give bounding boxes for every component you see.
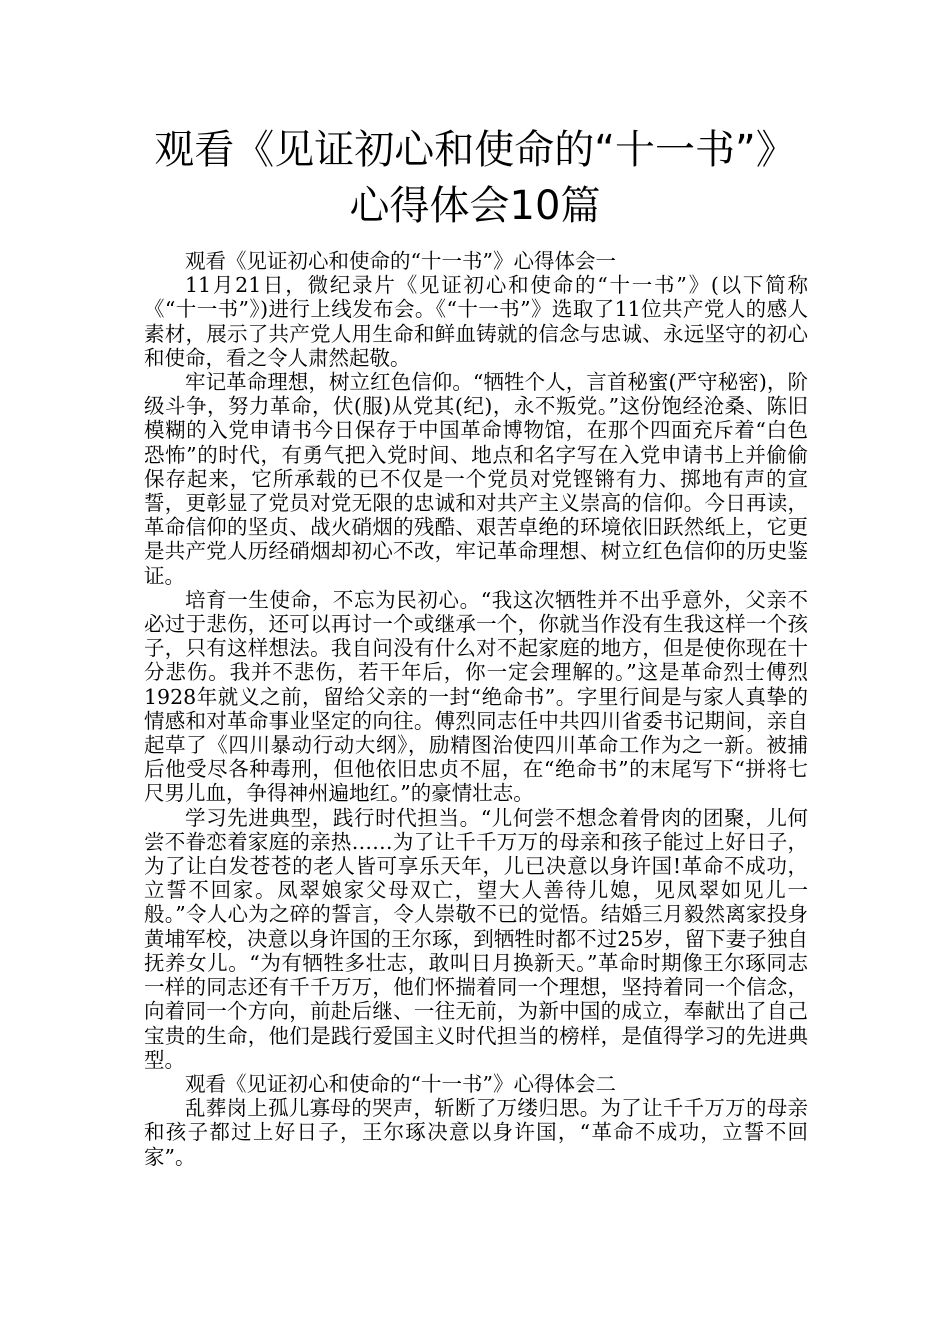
paragraph-lifelong-mission: 培育一生使命，不忘为民初心。“我这次牺牲并不出乎意外，父亲不必过于悲伤，还可以再讨一个或继承一个，你就当作没有生我这样一个孩子，只有这样想法。我自问没有什么对不起家庭的地方，但是使你现在十分悲伤。我并不悲伤，若干年后，你一定会理解的。”这是革命烈士傅烈1928年就义之前，留给父亲的一封“绝命书”。字里行间是与家人真挚的情感和对革命事业坚定的向往。傅烈同志任中共四川省委书记期间，亲自起草了《四川暴动行动大纲》，励精图治使四川革命工作为之一新。被捕后他受尽各种毒刑，但他依旧忠贞不屈，在“绝命书”的末尾写下“拼将七尺男儿血，争得神州遍地红。”的豪情壮志。: [144, 587, 808, 806]
paragraph-advanced-models: 学习先进典型，践行时代担当。“儿何尝不想念着骨肉的团聚，儿何尝不眷恋着家庭的亲热……为了让千千万万的母亲和孩子能过上好日子，为了让白发苍苍的老人皆可享乐天年，儿已决意以身许国!革命不成功，立誓不回家。凤翠娘家父母双亡，望大人善待儿媳，见凤翠如见儿一般。”令人心为之碎的誓言，令人崇敬不已的觉悟。结婚三月毅然离家投身黄埔军校，决意以身许国的王尔琢，到牺牲时都不过25岁，留下妻子独自抚养女儿。“为有牺牲多壮志，敢叫日月换新天。”革命时期像王尔琢同志一样的同志还有千千万万，他们怀揣着同一个理想，坚持着同一个信念，向着同一个方向，前赴后继、一往无前，为新中国的成立，奉献出了自己宝贵的生命，他们是践行爱国主义时代担当的榜样，是值得学习的先进典型。: [144, 805, 808, 1072]
title-line-1: 观看《见证初心和使命的“十一书”》: [154, 127, 796, 173]
title-line-2: 心得体会10篇: [349, 183, 601, 229]
section-heading-1: 观看《见证初心和使命的“十一书”》心得体会一: [185, 249, 616, 273]
document-title: [100, 122, 850, 234]
paragraph-intro: 11月21日，微纪录片《见证初心和使命的“十一书”》(以下简称《“十一书”》)进行上线发布会。《“十一书”》选取了11位共产党人的感人素材，展示了共产党人用生命和鲜血铸就的信念与忠诚、永远坚守的初心和使命，看之令人肃然起敬。: [144, 273, 808, 370]
document-body: [144, 249, 808, 1169]
paragraph-revolutionary-ideals: 牢记革命理想，树立红色信仰。“牺牲个人，言首秘蜜(严守秘密)，阶级斗争，努力革命，伏(服)从党其(纪)，永不叛党。”这份饱经沧桑、陈旧模糊的入党申请书今日保存于中国革命博物馆，在那个四面充斥着“白色恐怖”的时代，有勇气把入党时间、地点和名字写在入党申请书上并偷偷保存起来，它所承载的已不仅是一个党员对党铿锵有力、掷地有声的宣誓，更彰显了党员对党无限的忠诚和对共产主义崇高的信仰。今日再读，革命信仰的坚贞、战火硝烟的残酷、艰苦卓绝的环境依旧跃然纸上，它更是共产党人历经硝烟却初心不改，牢记革命理想、树立红色信仰的历史鉴证。: [144, 370, 808, 588]
section-heading-2: 观看《见证初心和使命的“十一书”》心得体会二: [185, 1071, 616, 1096]
paragraph-wang-erzhuo: 乱葬岗上孤儿寡母的哭声，斩断了万缕归思。为了让千千万万的母亲和孩子都过上好日子，王尔琢决意以身许国，“革命不成功，立誓不回家”。: [144, 1096, 808, 1169]
